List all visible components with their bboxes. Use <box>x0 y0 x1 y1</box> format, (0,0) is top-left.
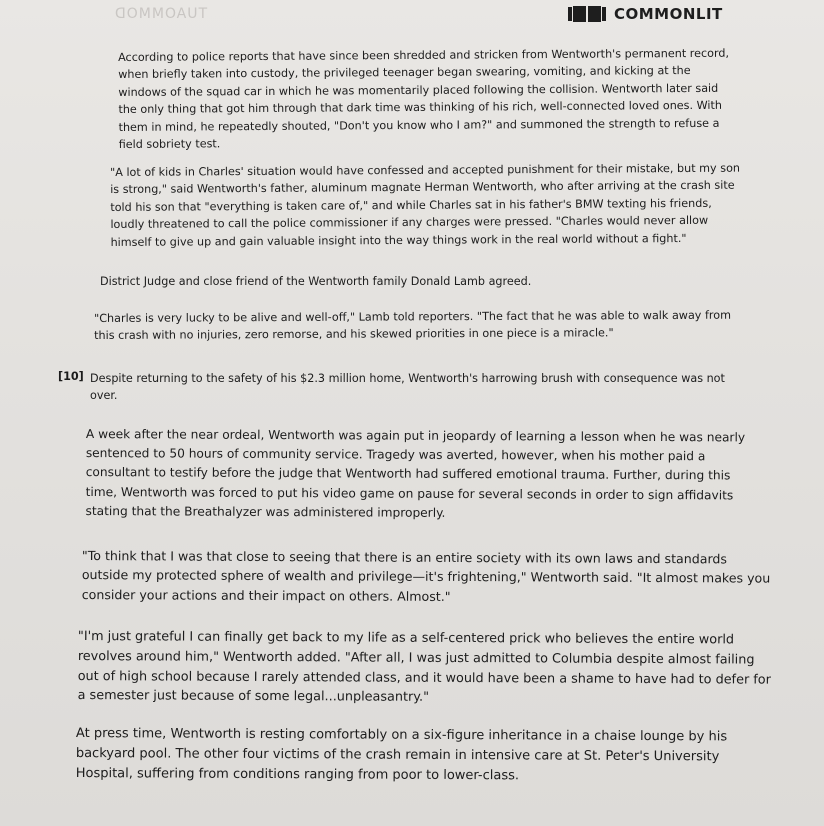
article-paragraph: A week after the near ordeal, Wentworth was again put in jeopardy of learning a lesson when he was nearly sentenced to 50 hours of community service. Tragedy was averted, however, when his mother paid a consultant to testify before the judge that Wentworth had suffered emotional trauma. Further, during this time, Wentworth was forced to put his video game on pause for several seconds in order to sign affidavits stating that the Breathalyzer was administered improperly. <box>85 426 746 520</box>
article-paragraph: "Charles is very lucky to be alive and well-off," Lamb told reporters. "The fact that he was able to walk away from this crash with no injuries, zero remorse, and his skewed priorities in one piece is a miracle." <box>94 308 732 343</box>
open-book-icon <box>568 5 606 23</box>
article-paragraph: Despite returning to the safety of his $2.3 million home, Wentworth's harrowing brush with consequence was not over. <box>90 372 725 403</box>
article-paragraph: "I'm just grateful I can finally get back to my life as a self-centered prick who believes the entire world revolves around him," Wentworth added. "After all, I was just admitted to Columbia despite almost failing out of high school because I rarely attended class, and it would have been a shame to have had to defer for a semester just because of some legal...unpleasantry." <box>77 629 771 706</box>
article-paragraph: At press time, Wentworth is resting comfortably on a six-figure inheritance in a chaise lounge by his backyard pool. The other four victims of the crash remain in intensive care at St. Peter's University Hospital, suffering from conditions ranging from poor to lower-class. <box>75 726 728 784</box>
bleed-through-header: TUAOMMOD <box>114 6 208 22</box>
article-paragraph: According to police reports that have since been shredded and stricken from Wentworth's permanent record, when briefly taken into custody, the privileged teenager began swearing, vomiting, and kicking at the windows of the squad car in which he was momentarily placed following the collision. Wentworth later said the only thing that got him through that dark time was thinking of his rich, well-connected loved ones. With them in mind, he repeatedly shouted, "Don't you know who I am?" and summoned the strength to refuse a field sobriety test. <box>118 46 730 152</box>
article-paragraph: "A lot of kids in Charles' situation would have confessed and accepted punishment for their mistake, but my son is strong," said Wentworth's father, aluminum magnate Herman Wentworth, who after arriving at the crash site told his son that "everything is taken care of," and while Charles sat in his father's BMW texting his friends, loudly threatened to call the police commissioner if any charges were pressed. "Charles would never allow himself to give up and gain valuable insight into the way things work in the real world without a fight." <box>110 161 741 249</box>
brand-header <box>568 5 723 23</box>
brand-name: COMMONLIT <box>614 5 723 23</box>
paragraph-number: [10] <box>58 370 84 383</box>
article-paragraph: "To think that I was that close to seeing that there is an entire society with its own laws and standards outside my protected sphere of wealth and privilege—it's frightening," Wentworth said. "It almost makes you consider your actions and their impact on others. Almost." <box>81 548 771 604</box>
article-paragraph: District Judge and close friend of the Wentworth family Donald Lamb agreed. <box>100 275 532 288</box>
